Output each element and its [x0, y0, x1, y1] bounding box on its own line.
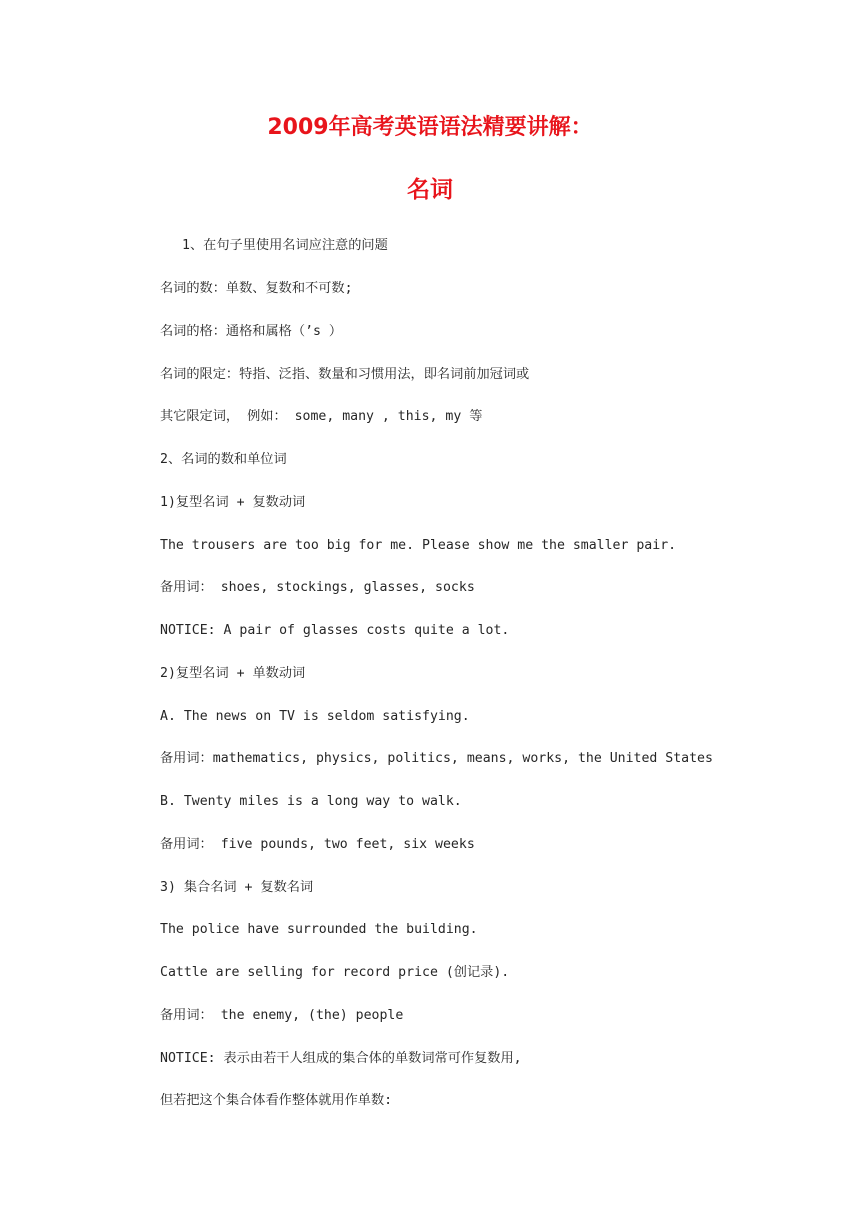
- body-line: 但若把这个集合体看作整体就用作单数:: [160, 1093, 393, 1108]
- document-subtitle: 名词: [407, 177, 453, 203]
- word-list: 备用词： the enemy, (the) people: [160, 1008, 404, 1023]
- body-line: 名词的格：通格和属格（’s ）: [160, 324, 343, 339]
- body-line: 名词的限定：特指、泛指、数量和习惯用法，即名词前加冠词或: [160, 367, 530, 382]
- subsection-heading: 1)复型名词 + 复数动词: [160, 495, 306, 510]
- word-list: 备用词：mathematics, physics, politics, means, works, the United States: [160, 751, 713, 766]
- section-heading-1: 1、在句子里使用名词应注意的问题: [182, 238, 388, 253]
- example-sentence: A. The news on TV is seldom satisfying.: [160, 709, 470, 724]
- subsection-heading: 3) 集合名词 + 复数名词: [160, 880, 314, 895]
- example-sentence: The police have surrounded the building.: [160, 922, 478, 937]
- subsection-heading: 2)复型名词 + 单数动词: [160, 666, 306, 681]
- word-list: 备用词： five pounds, two feet, six weeks: [160, 837, 475, 852]
- notice-line: NOTICE: 表示由若干人组成的集合体的单数词常可作复数用,: [160, 1051, 522, 1066]
- notice-line: NOTICE: A pair of glasses costs quite a lot.: [160, 623, 510, 638]
- example-sentence: Cattle are selling for record price (创记录).: [160, 965, 510, 980]
- word-list: 备用词： shoes, stockings, glasses, socks: [160, 580, 475, 595]
- document-title: 2009年高考英语语法精要讲解：: [267, 115, 593, 140]
- example-sentence: The trousers are too big for me. Please show me the smaller pair.: [160, 538, 677, 553]
- body-line: 其它限定词， 例如： some, many , this, my 等: [160, 409, 483, 424]
- example-sentence: B. Twenty miles is a long way to walk.: [160, 794, 462, 809]
- body-line: 名词的数：单数、复数和不可数;: [160, 281, 353, 296]
- section-heading-2: 2、名词的数和单位词: [160, 452, 287, 467]
